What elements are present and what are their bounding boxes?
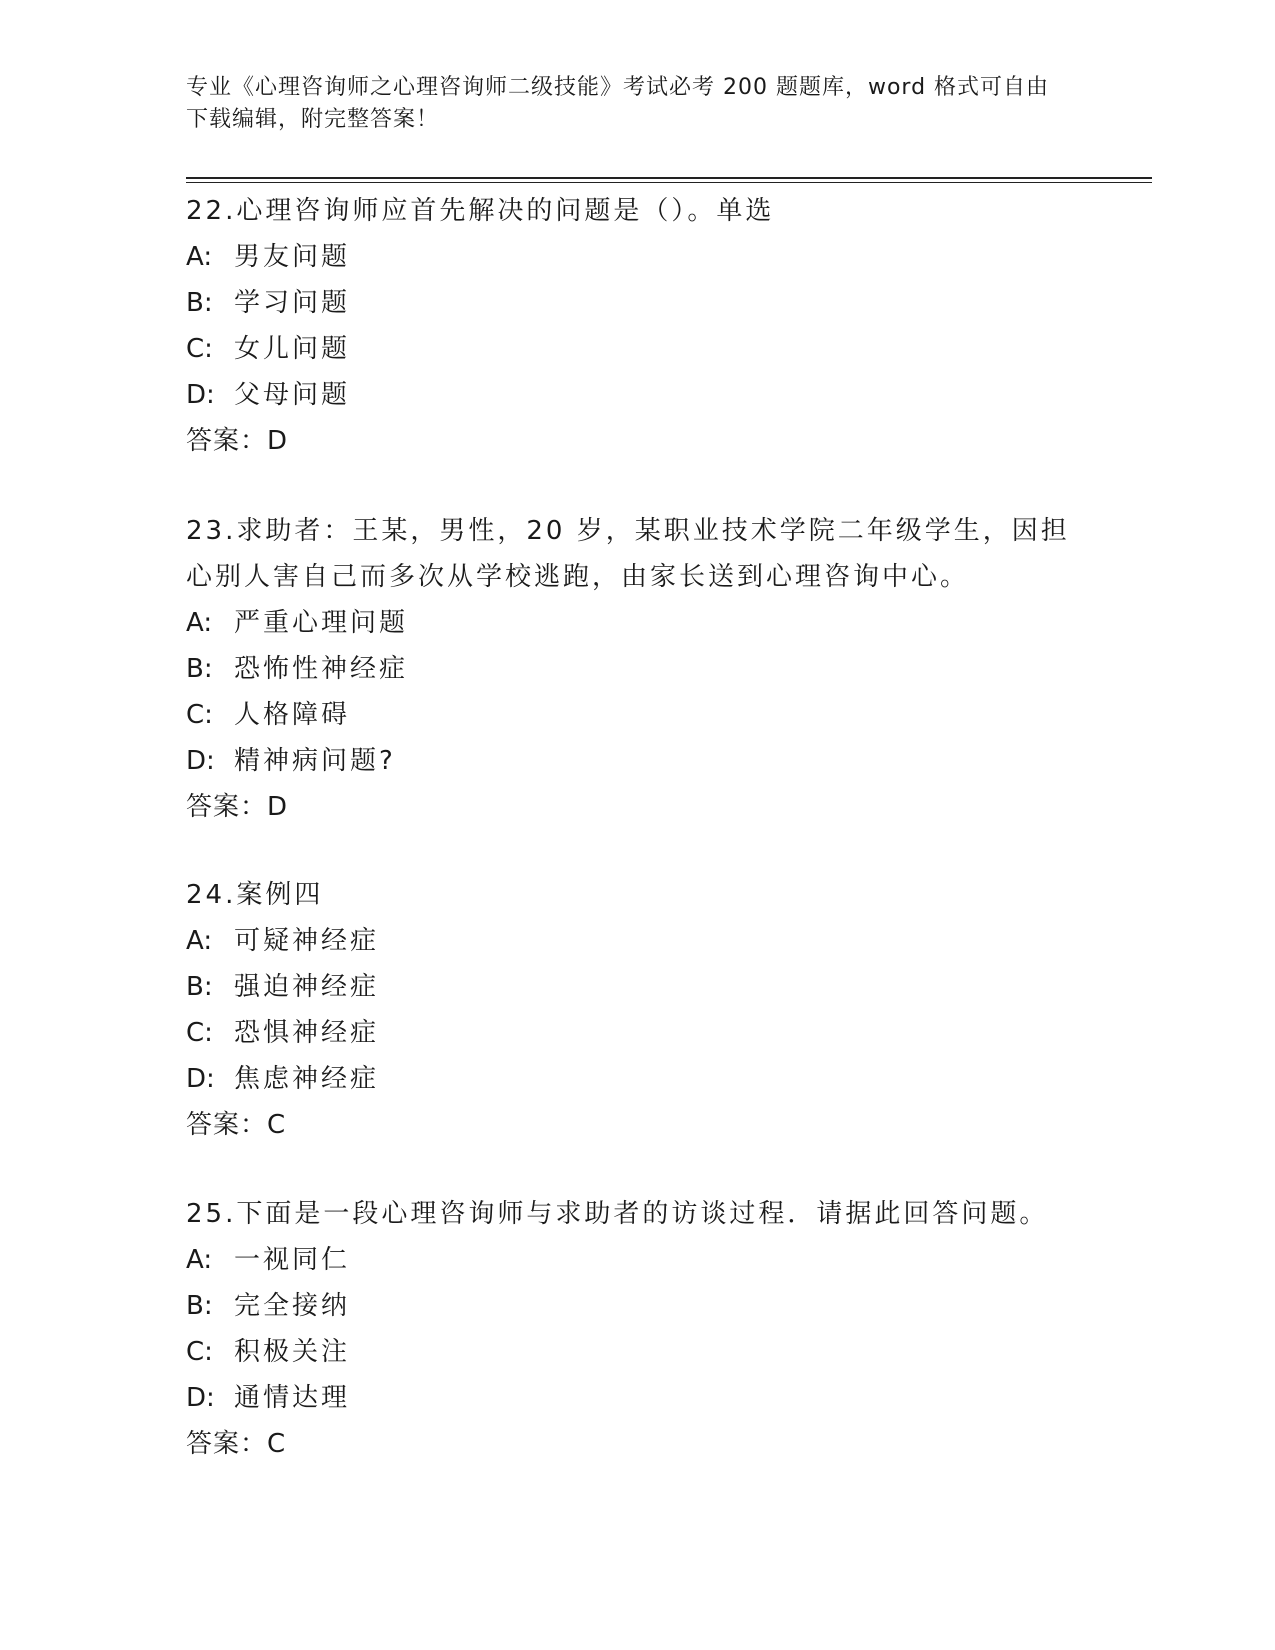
option-d — [186, 372, 1086, 418]
document-header: 专业《心理咨询师之心理咨询师二级技能》考试必考 200 题题库，word 格式可自由下载编辑，附完整答案！ — [186, 75, 1050, 132]
option-letter: C: — [186, 1018, 213, 1048]
option-text: 女儿问题 — [234, 334, 351, 364]
option-letter: A: — [186, 926, 213, 956]
option-letter: A: — [186, 1245, 213, 1275]
option-a — [186, 600, 1086, 646]
option-letter: D: — [186, 380, 215, 410]
question-stem: 23.求助者：王某，男性，20 岁，某职业技术学院二年级学生，因担心别人害自己而多次从学校逃跑，由家长送到心理咨询中心。 — [186, 516, 1070, 592]
option-letter: B: — [186, 654, 213, 684]
option-b — [186, 964, 1086, 1010]
option-letter: D: — [186, 1383, 215, 1413]
question-block — [186, 872, 1086, 1148]
option-b — [186, 280, 1086, 326]
option-letter: A: — [186, 608, 213, 638]
header-divider-thin — [186, 182, 1152, 183]
option-letter: A: — [186, 242, 213, 272]
option-text: 通情达理 — [234, 1383, 351, 1413]
option-b — [186, 1283, 1086, 1329]
option-text: 可疑神经症 — [234, 926, 380, 956]
option-d — [186, 738, 1086, 784]
option-text: 人格障碍 — [234, 700, 351, 730]
option-text: 男友问题 — [234, 242, 351, 272]
option-d — [186, 1056, 1086, 1102]
option-text: 父母问题 — [234, 380, 351, 410]
option-d — [186, 1375, 1086, 1421]
option-letter: D: — [186, 746, 215, 776]
answer-line: 答案：D — [186, 426, 289, 456]
question-stem: 22.心理咨询师应首先解决的问题是（）。单选 — [186, 196, 775, 226]
option-text: 积极关注 — [234, 1337, 351, 1367]
header-divider-thick — [186, 177, 1152, 179]
option-b — [186, 646, 1086, 692]
option-text: 恐惧神经症 — [234, 1018, 380, 1048]
option-letter: C: — [186, 700, 213, 730]
question-block — [186, 188, 1086, 464]
answer-line: 答案：C — [186, 1110, 287, 1140]
option-text: 恐怖性神经症 — [234, 654, 409, 684]
question-stem: 25.下面是一段心理咨询师与求助者的访谈过程．请据此回答问题。 — [186, 1199, 1049, 1229]
option-a — [186, 918, 1086, 964]
option-text: 一视同仁 — [234, 1245, 351, 1275]
option-text: 学习问题 — [234, 288, 351, 318]
option-text: 强迫神经症 — [234, 972, 380, 1002]
option-c — [186, 1010, 1086, 1056]
option-a — [186, 234, 1086, 280]
option-letter: B: — [186, 1291, 213, 1321]
option-text: 严重心理问题 — [234, 608, 409, 638]
question-block — [186, 1191, 1086, 1467]
answer-line: 答案：C — [186, 1429, 287, 1459]
option-a — [186, 1237, 1086, 1283]
option-letter: C: — [186, 334, 213, 364]
option-letter: D: — [186, 1064, 215, 1094]
option-letter: C: — [186, 1337, 213, 1367]
option-letter: B: — [186, 972, 213, 1002]
option-text: 精神病问题? — [234, 746, 396, 776]
option-c — [186, 1329, 1086, 1375]
option-c — [186, 692, 1086, 738]
answer-line: 答案：D — [186, 792, 289, 822]
option-letter: B: — [186, 288, 213, 318]
option-text: 焦虑神经症 — [234, 1064, 380, 1094]
option-text: 完全接纳 — [234, 1291, 351, 1321]
question-stem: 24.案例四 — [186, 880, 324, 910]
option-c — [186, 326, 1086, 372]
question-block — [186, 508, 1086, 830]
